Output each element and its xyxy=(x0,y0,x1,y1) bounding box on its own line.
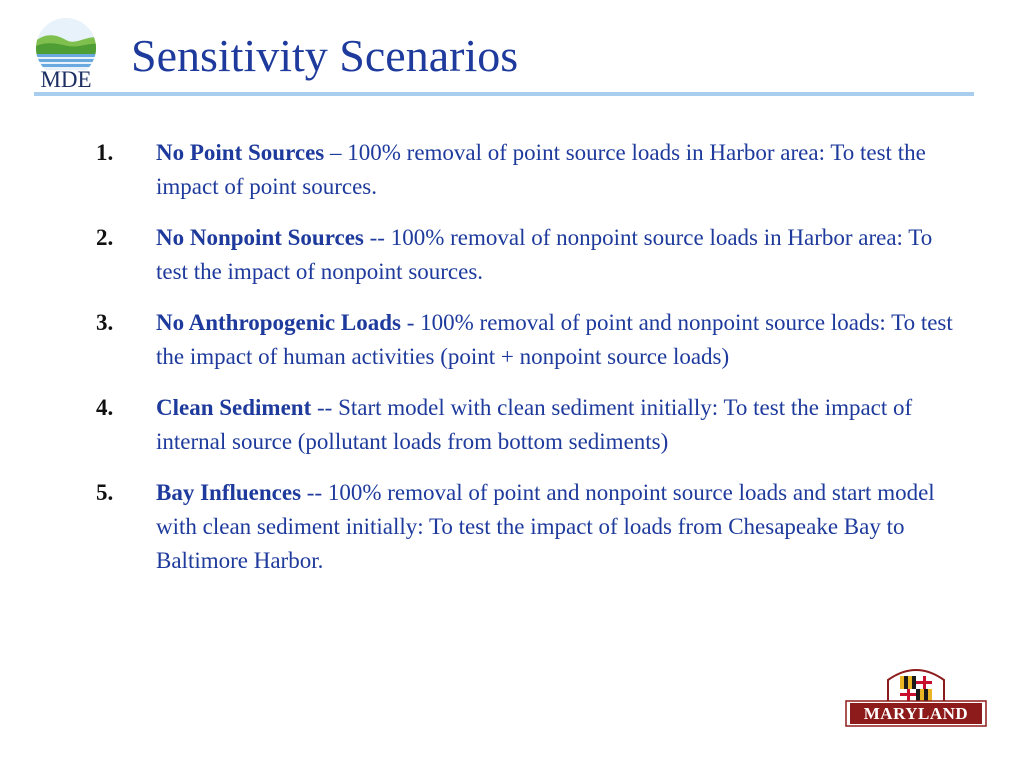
scenario-item-no-point-sources xyxy=(96,136,956,204)
scenario-description: – 100% removal of point source loads in Harbor area: To test the impact of point sources. xyxy=(156,140,926,199)
scenario-name: Bay Influences xyxy=(156,480,302,505)
mde-logo-text: MDE xyxy=(40,67,92,92)
scenario-description: -- 100% removal of point and nonpoint source loads and start model with clean sediment initially: To test the impact of loads from Chesapeake Bay to Baltimore Harbor. xyxy=(156,480,935,573)
scenario-item-clean-sediment xyxy=(96,391,956,459)
scenario-name: No Anthropogenic Loads xyxy=(156,310,401,335)
scenario-name: No Point Sources xyxy=(156,140,325,165)
scenario-description: -- 100% removal of nonpoint source loads in Harbor area: To test the impact of nonpoint sources. xyxy=(156,225,933,284)
scenario-description: -- Start model with clean sediment initially: To test the impact of internal source (pollutant loads from bottom sediments) xyxy=(156,395,913,454)
mde-logo-emblem-icon xyxy=(32,14,100,70)
scenario-number: 1. xyxy=(96,140,114,165)
page-title: Sensitivity Scenarios xyxy=(131,30,519,81)
scenario-item-no-anthropogenic-loads xyxy=(96,306,956,374)
scenario-name: No Nonpoint Sources xyxy=(156,225,364,250)
scenario-number: 3. xyxy=(96,310,114,335)
scenario-number: 2. xyxy=(96,225,114,250)
maryland-logo-text: MARYLAND xyxy=(863,704,969,723)
maryland-logo xyxy=(844,664,988,728)
scenario-list xyxy=(96,136,956,595)
scenario-number: 5. xyxy=(96,480,114,505)
title-divider xyxy=(34,92,974,96)
scenario-item-bay-influences xyxy=(96,476,956,578)
scenario-name: Clean Sediment xyxy=(156,395,312,420)
scenario-description: - 100% removal of point and nonpoint source loads: To test the impact of human activities (point + nonpoint source loads) xyxy=(156,310,953,369)
scenario-number: 4. xyxy=(96,395,114,420)
mde-logo xyxy=(32,14,100,94)
scenario-item-no-nonpoint-sources xyxy=(96,221,956,289)
